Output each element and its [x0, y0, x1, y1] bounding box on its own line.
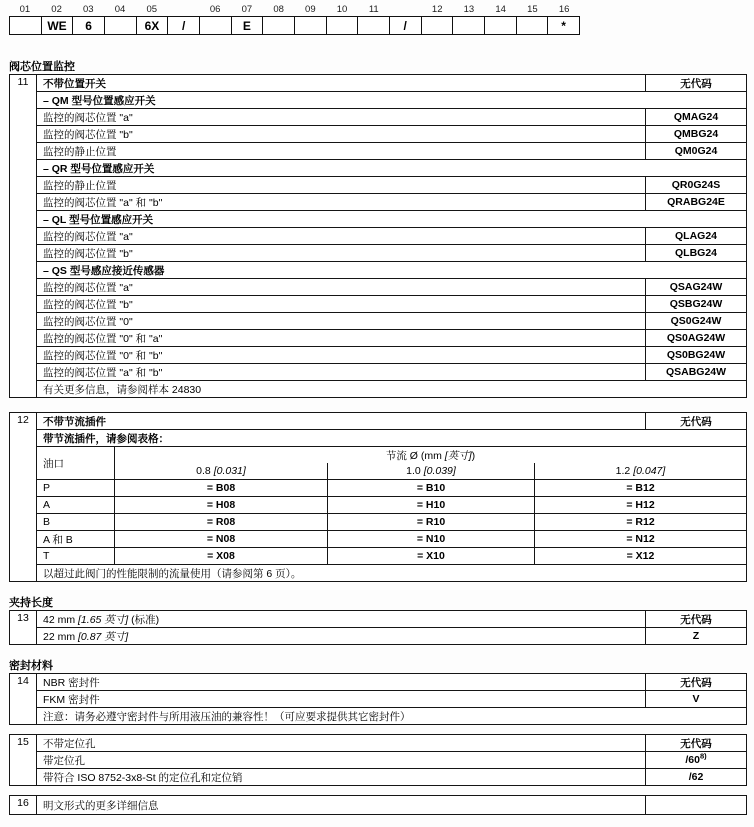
throttle-code-cell: = H12	[535, 497, 747, 514]
throttle-size-header	[328, 463, 535, 480]
table-row	[10, 313, 747, 330]
row-code: 无代码	[646, 413, 747, 430]
text-part: 节流 Ø (mm	[385, 449, 445, 462]
text-part: [0.031]	[213, 465, 246, 477]
throttle-code-cell: = R10	[328, 514, 535, 531]
table-row	[10, 413, 747, 430]
table-row	[10, 347, 747, 364]
section-12-block	[9, 412, 747, 582]
row-description: 不带定位孔	[37, 735, 646, 752]
row-description: 监控的阀芯位置 "a"	[37, 109, 646, 126]
throttle-code-cell: = X10	[328, 548, 535, 565]
ordering-code-position-labels	[9, 3, 580, 16]
code-cell: 6	[73, 17, 105, 35]
table-row	[10, 109, 747, 126]
section-number: 15	[10, 735, 37, 786]
code-position-label: 10	[336, 4, 348, 15]
table-row	[10, 143, 747, 160]
section-number: 12	[10, 413, 37, 582]
port-cell: A	[37, 497, 115, 514]
code-cell	[358, 17, 390, 35]
code-position-label: 01	[19, 4, 31, 15]
code-cell	[294, 17, 326, 35]
row-description: 监控的阀芯位置 "b"	[37, 245, 646, 262]
row-code: QM0G24	[646, 143, 747, 160]
row-description: 带节流插件，请参阅表格：	[37, 430, 747, 447]
row-description: 有关更多信息，请参阅样本 24830	[37, 381, 747, 398]
table-row	[10, 531, 747, 548]
table-row	[10, 262, 747, 279]
code-cell	[104, 17, 136, 35]
row-code: V	[646, 691, 747, 708]
row-description: 带符合 ISO 8752-3x8-St 的定位孔和定位销	[37, 769, 646, 786]
code-cell: /	[389, 17, 421, 35]
code-position-label: 09	[305, 4, 316, 15]
row-code	[646, 752, 747, 769]
text-part: [英寸]	[444, 449, 472, 462]
code-cell: 6X	[136, 17, 168, 35]
throttle-code-cell: = X08	[115, 548, 328, 565]
row-description: 注意：请务必遵守密封件与所用液压油的兼容性！（可应要求提供其它密封件）	[37, 708, 747, 725]
section-title-spool-monitoring: 阀芯位置监控	[9, 61, 75, 73]
port-cell: A 和 B	[37, 531, 115, 548]
code-position-label: 15	[527, 4, 538, 15]
table-row	[10, 674, 747, 691]
row-description: 监控的阀芯位置 "0" 和 "b"	[37, 347, 646, 364]
section-title-clamping-length: 夹持长度	[9, 597, 53, 609]
text-part: 1.2	[615, 465, 634, 477]
row-description: 带定位孔	[37, 752, 646, 769]
row-description: 监控的阀芯位置 "b"	[37, 126, 646, 143]
table-row	[10, 769, 747, 786]
table-row	[10, 279, 747, 296]
table-row	[10, 628, 747, 645]
section-number: 14	[10, 674, 37, 725]
code-position-label: 07	[241, 4, 253, 15]
table-row	[10, 381, 747, 398]
code-cell	[453, 17, 485, 35]
throttle-code-cell: = N10	[328, 531, 535, 548]
code-cell	[326, 17, 358, 35]
row-description: – QS 型号感应接近传感器	[37, 262, 747, 279]
row-description: 监控的阀芯位置 "a" 和 "b"	[37, 194, 646, 211]
code-cell	[199, 17, 231, 35]
table-row	[10, 611, 747, 628]
code-position-label: 05	[146, 4, 158, 15]
code-position-label: 06	[209, 4, 221, 15]
text-part: )	[471, 449, 476, 462]
throttle-size-header	[115, 463, 328, 480]
port-cell: B	[37, 514, 115, 531]
section-14-block	[9, 673, 747, 725]
table-row	[10, 330, 747, 347]
row-description: NBR 密封件	[37, 674, 646, 691]
section-table-12	[9, 412, 747, 582]
row-code: /62	[646, 769, 747, 786]
throttle-code-cell: = X12	[535, 548, 747, 565]
code-position-label	[390, 3, 422, 16]
row-description: 明文形式的更多详细信息	[37, 796, 646, 815]
throttle-code-cell: = B12	[535, 480, 747, 497]
table-row	[10, 296, 747, 313]
code-cell: *	[548, 17, 580, 35]
row-description	[37, 628, 646, 645]
code-position-label: 16	[558, 4, 570, 15]
row-code: QSAG24W	[646, 279, 747, 296]
section-table-15	[9, 734, 747, 786]
port-cell: T	[37, 548, 115, 565]
row-code: QRABG24E	[646, 194, 747, 211]
row-description: – QL 型号位置感应开关	[37, 211, 747, 228]
row-description: 监控的阀芯位置 "a"	[37, 228, 646, 245]
row-description: 监控的阀芯位置 "0" 和 "a"	[37, 330, 646, 347]
table-row	[10, 735, 747, 752]
table-row	[10, 430, 747, 447]
row-description: 不带节流插件	[37, 413, 646, 430]
text-part: [0.047]	[633, 465, 666, 477]
text-part: 1.0	[406, 465, 424, 477]
code-cell	[10, 17, 42, 35]
row-code: QLBG24	[646, 245, 747, 262]
table-row	[10, 497, 747, 514]
code-cell: /	[168, 17, 200, 35]
row-description: FKM 密封件	[37, 691, 646, 708]
row-code: QMBG24	[646, 126, 747, 143]
code-cell	[263, 17, 295, 35]
throttle-code-cell: = N08	[115, 531, 328, 548]
table-row	[10, 177, 747, 194]
code-label-row	[9, 3, 580, 16]
text-part: 0.8	[196, 465, 214, 477]
ordering-code-table	[9, 16, 580, 35]
port-column-header: 油口	[37, 447, 115, 480]
code-footnote-marker: 8)	[699, 751, 707, 761]
section-table-13	[9, 610, 747, 645]
port-cell: P	[37, 480, 115, 497]
table-row	[10, 194, 747, 211]
table-row	[10, 447, 747, 464]
row-code: 无代码	[646, 674, 747, 691]
throttle-code-cell: = R12	[535, 514, 747, 531]
text-part: [1.65 英寸]	[78, 613, 129, 626]
section-table-16	[9, 795, 747, 815]
code-cell: E	[231, 17, 263, 35]
code-position-label: 13	[463, 4, 475, 15]
section-number: 16	[10, 796, 37, 815]
table-row	[10, 691, 747, 708]
text-part: [0.039]	[423, 465, 456, 477]
throttle-diameter-header	[115, 447, 747, 464]
row-description: 监控的阀芯位置 "a" 和 "b"	[37, 364, 646, 381]
code-cell: WE	[41, 17, 73, 35]
table-row	[10, 92, 747, 109]
row-description: 监控的阀芯位置 "b"	[37, 296, 646, 313]
throttle-code-cell: = H08	[115, 497, 328, 514]
throttle-code-cell: = R08	[115, 514, 328, 531]
code-cell	[421, 17, 453, 35]
code-position-label: 04	[114, 4, 126, 15]
section-title-seal-material: 密封材料	[9, 660, 53, 672]
throttle-code-cell: = B08	[115, 480, 328, 497]
row-description: – QM 型号位置感应开关	[37, 92, 747, 109]
throttle-code-cell: = H10	[328, 497, 535, 514]
code-text: /60	[685, 754, 700, 766]
section-number: 13	[10, 611, 37, 645]
code-position-label	[168, 3, 200, 16]
table-row	[10, 364, 747, 381]
section-15-block	[9, 734, 747, 786]
text-part: 22 mm	[43, 630, 79, 643]
table-row	[10, 796, 747, 815]
table-row	[10, 480, 747, 497]
row-description: 监控的阀芯位置 "0"	[37, 313, 646, 330]
throttle-code-cell: = N12	[535, 531, 747, 548]
table-row	[10, 160, 747, 177]
section-table-11	[9, 74, 747, 398]
row-description: 监控的静止位置	[37, 143, 646, 160]
row-code	[646, 796, 747, 815]
table-row	[10, 245, 747, 262]
row-code: QS0G24W	[646, 313, 747, 330]
code-position-label: 02	[51, 4, 62, 15]
row-code: QMAG24	[646, 109, 747, 126]
section-11-block	[9, 74, 747, 398]
row-description	[37, 611, 646, 628]
code-position-label: 11	[368, 4, 379, 15]
row-code: QR0G24S	[646, 177, 747, 194]
text-part: (标准)	[128, 613, 160, 626]
code-cell	[516, 17, 548, 35]
table-row	[10, 211, 747, 228]
table-row	[10, 75, 747, 92]
text-part: 42 mm	[43, 613, 79, 626]
table-row	[10, 463, 747, 480]
throttle-code-cell: = B10	[328, 480, 535, 497]
table-row	[10, 126, 747, 143]
row-code: 无代码	[646, 611, 747, 628]
section-13-block	[9, 610, 747, 645]
row-description: – QR 型号位置感应开关	[37, 160, 747, 177]
table-row	[10, 565, 747, 582]
row-code: QSBG24W	[646, 296, 747, 313]
ordering-code-area	[9, 3, 580, 35]
table-row	[10, 228, 747, 245]
table-row	[10, 752, 747, 769]
code-cell-row	[10, 17, 580, 35]
section-16-block	[9, 795, 747, 815]
text-part: [0.87 英寸]	[78, 630, 129, 643]
code-position-label: 08	[273, 4, 284, 15]
code-position-label: 12	[431, 4, 443, 15]
row-code: QLAG24	[646, 228, 747, 245]
code-cell	[484, 17, 516, 35]
code-position-label: 14	[495, 4, 506, 15]
row-description: 监控的阀芯位置 "a"	[37, 279, 646, 296]
section-number: 11	[10, 75, 37, 398]
row-code: QS0BG24W	[646, 347, 747, 364]
table-row	[10, 708, 747, 725]
row-code: QSABG24W	[646, 364, 747, 381]
throttle-size-header	[535, 463, 747, 480]
row-code: 无代码	[646, 75, 747, 92]
section-table-14	[9, 673, 747, 725]
row-description: 不带位置开关	[37, 75, 646, 92]
code-position-label: 03	[83, 4, 94, 15]
row-code: Z	[646, 628, 747, 645]
row-description: 监控的静止位置	[37, 177, 646, 194]
row-code: QS0AG24W	[646, 330, 747, 347]
table-row	[10, 548, 747, 565]
row-code: 无代码	[646, 735, 747, 752]
table-footnote: 以超过此阀门的性能限制的流量使用（请参阅第 6 页）。	[37, 565, 747, 582]
table-row	[10, 514, 747, 531]
